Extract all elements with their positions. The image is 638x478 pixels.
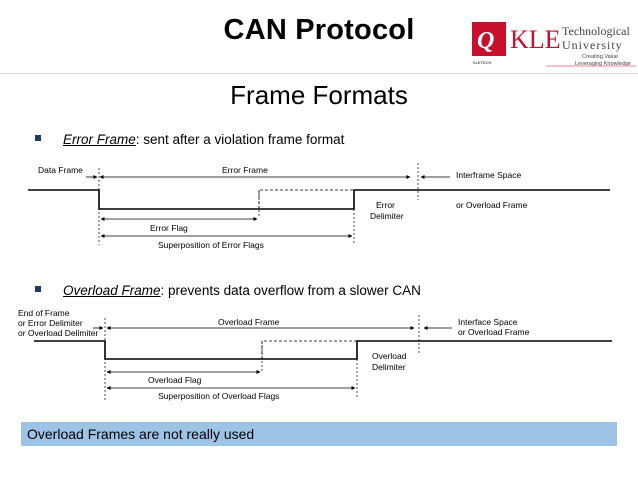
logo-brand-line1: Technological	[562, 24, 630, 38]
slide-title: Frame Formats	[230, 80, 408, 110]
header-title: CAN Protocol	[223, 14, 415, 46]
label-end-of-frame-1: End of Frame	[18, 308, 70, 318]
note-text: Overload Frames are not really used	[27, 426, 255, 442]
label-error-delimiter-1: Error	[376, 200, 395, 210]
label-overload-delimiter-2: Delimiter	[372, 362, 406, 372]
label-superposition-overload: Superposition of Overload Flags	[158, 391, 280, 401]
bullet-text: : prevents data overflow from a slower CAN	[160, 283, 421, 298]
label-data-frame: Data Frame	[38, 165, 83, 175]
overload-waveform	[34, 341, 612, 359]
label-end-of-frame-3: or Overload Delimiter	[18, 328, 99, 338]
label-overload-frame: or Overload Frame	[456, 200, 528, 210]
error-waveform-superposed	[259, 190, 354, 209]
label-overload-flag: Overload Flag	[148, 375, 202, 385]
label-error-frame: Error Frame	[222, 165, 268, 175]
label-end-of-frame-2: or Error Delimiter	[18, 318, 83, 328]
label-error-delimiter-2: Delimiter	[370, 211, 404, 221]
label-error-flag: Error Flag	[150, 223, 188, 233]
error-frame-diagram	[28, 163, 610, 250]
overload-frame-diagram	[18, 308, 612, 401]
label-overload-delimiter-1: Overload	[372, 351, 407, 361]
note-box	[21, 422, 617, 446]
logo-tagline1: Creating Value	[582, 54, 618, 60]
overload-waveform-superposed	[262, 341, 357, 359]
logo-brand-line2: University	[562, 38, 623, 52]
label-overload-frame: Overload Frame	[218, 317, 280, 327]
label-superposition-error: Superposition of Error Flags	[158, 240, 264, 250]
label-interface-space-1: Interface Space	[458, 317, 518, 327]
label-interface-space-2: or Overload Frame	[458, 327, 530, 337]
label-interframe-space: Interframe Space	[456, 170, 522, 180]
logo-brand-main: KLE	[510, 25, 561, 54]
svg-text:Q: Q	[477, 28, 495, 54]
bullet-term: Error Frame	[63, 132, 136, 147]
logo-small-mark: KLETECH	[473, 60, 492, 65]
bullet-text: : sent after a violation frame format	[135, 132, 345, 147]
logo-tagline2: Leveraging Knowledge	[575, 61, 631, 67]
bullet-term: Overload Frame	[63, 283, 161, 298]
